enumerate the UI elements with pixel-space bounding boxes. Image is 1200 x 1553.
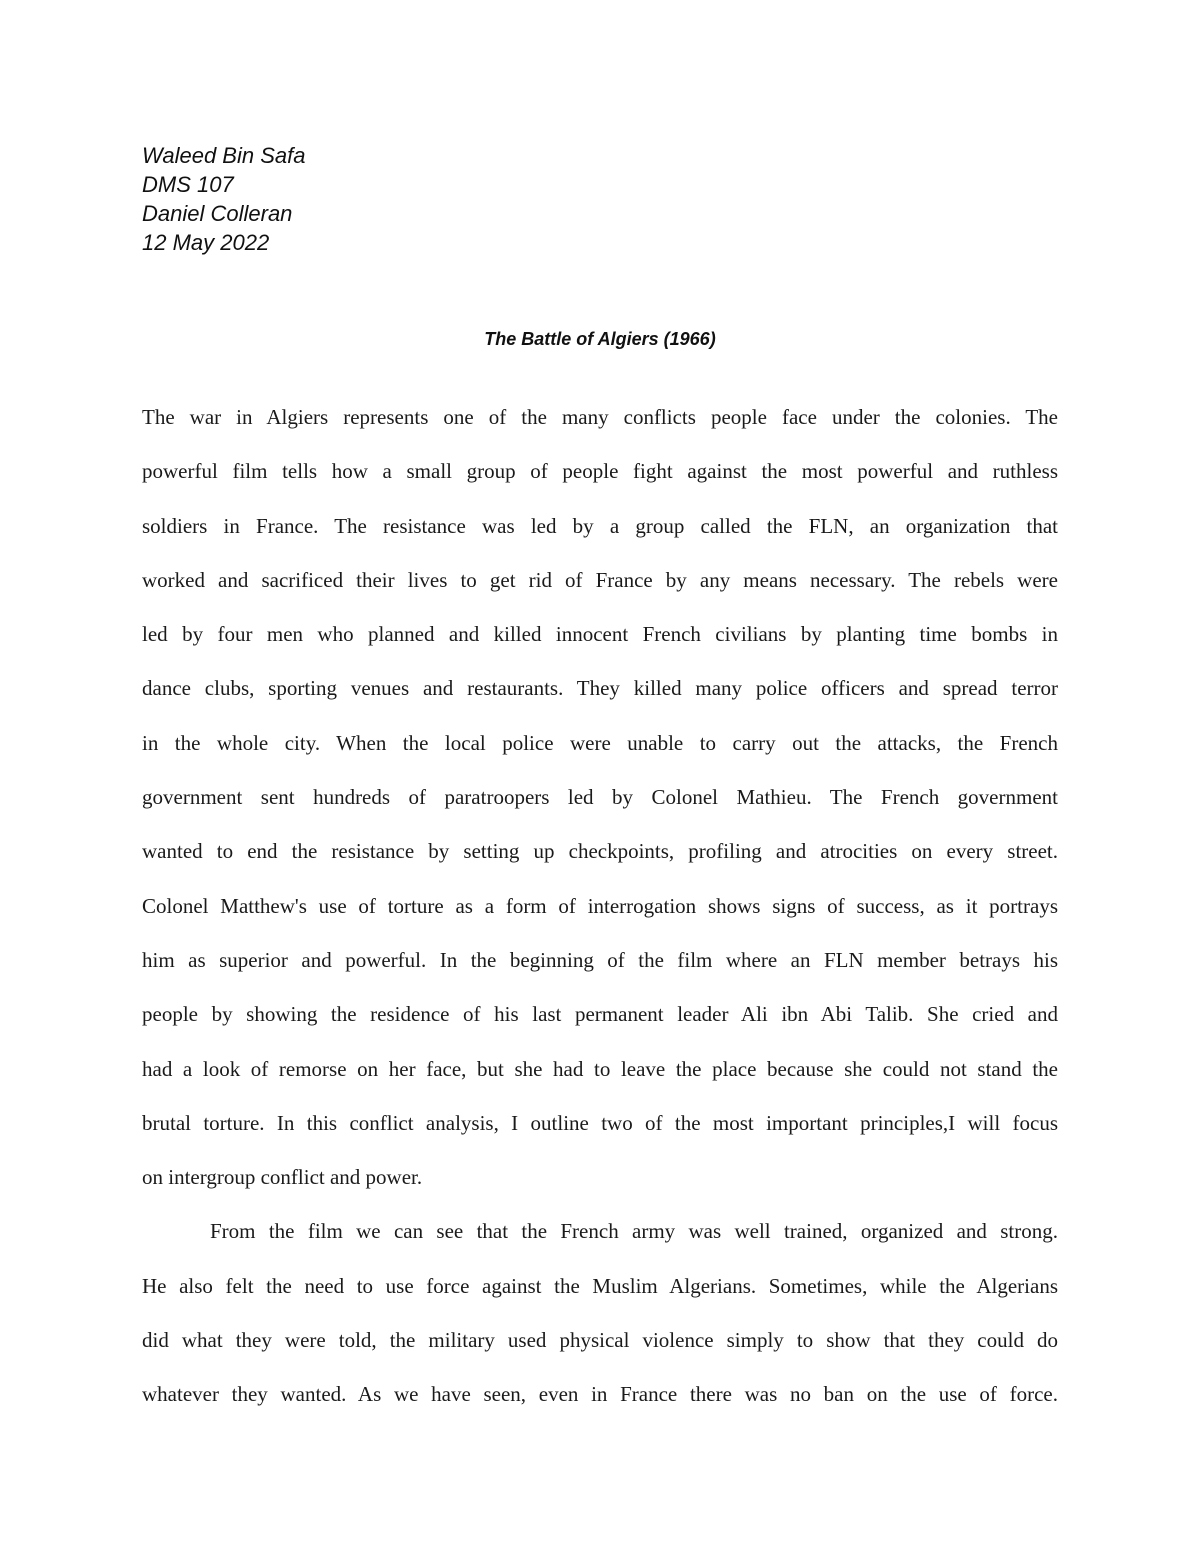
document-date: 12 May 2022 (142, 230, 270, 255)
text-line: him as superior and powerful. In the beginning of the film where an FLN member betrays his (142, 947, 1058, 972)
course-code: DMS 107 (142, 172, 234, 197)
instructor-name: Daniel Colleran (142, 201, 293, 226)
paragraph-2 (142, 1204, 1058, 1421)
author-name: Waleed Bin Safa (142, 143, 306, 168)
text-line: soldiers in France. The resistance was led by a group called the FLN, an organization that (142, 513, 1058, 538)
text-line: in the whole city. When the local police were unable to carry out the attacks, the French (142, 730, 1058, 755)
document-title: The Battle of Algiers (1966) (484, 329, 716, 349)
text-line: The war in Algiers represents one of the many conflicts people face under the colonies. The (142, 405, 1058, 429)
text-line: He also felt the need to use force against the Muslim Algerians. Sometimes, while the Algerians (142, 1273, 1058, 1298)
paragraph-1 (142, 390, 1058, 1204)
text-line: Colonel Matthew's use of torture as a form of interrogation shows signs of success, as it portrays (142, 893, 1058, 918)
text-line: people by showing the residence of his last permanent leader Ali ibn Abi Talib. She cried and (142, 1002, 1058, 1027)
text-line: whatever they wanted. As we have seen, even in France there was no ban on the use of force. (142, 1382, 1058, 1407)
text-line: did what they were told, the military used physical violence simply to show that they could do (142, 1328, 1058, 1353)
text-line: worked and sacrificed their lives to get rid of France by any means necessary. The rebels were (142, 567, 1058, 592)
text-line: led by four men who planned and killed innocent French civilians by planting time bombs in (142, 622, 1058, 647)
text-line: on intergroup conflict and power. (142, 1165, 423, 1190)
text-line: powerful film tells how a small group of people fight against the most powerful and ruthless (142, 459, 1058, 484)
text-line: dance clubs, sporting venues and restaurants. They killed many police officers and spread terror (142, 676, 1058, 701)
text-line: brutal torture. In this conflict analysis, I outline two of the most important principles,I will focus (142, 1110, 1058, 1135)
text-line: government sent hundreds of paratroopers led by Colonel Mathieu. The French government (142, 785, 1058, 810)
text-line: wanted to end the resistance by setting up checkpoints, profiling and atrocities on every street. (142, 839, 1058, 864)
document-body (142, 390, 1058, 1422)
text-line: From the film we can see that the French army was well trained, organized and strong. (210, 1219, 1058, 1244)
document-header (142, 141, 305, 257)
text-line: had a look of remorse on her face, but she had to leave the place because she could not stand the (142, 1056, 1058, 1081)
